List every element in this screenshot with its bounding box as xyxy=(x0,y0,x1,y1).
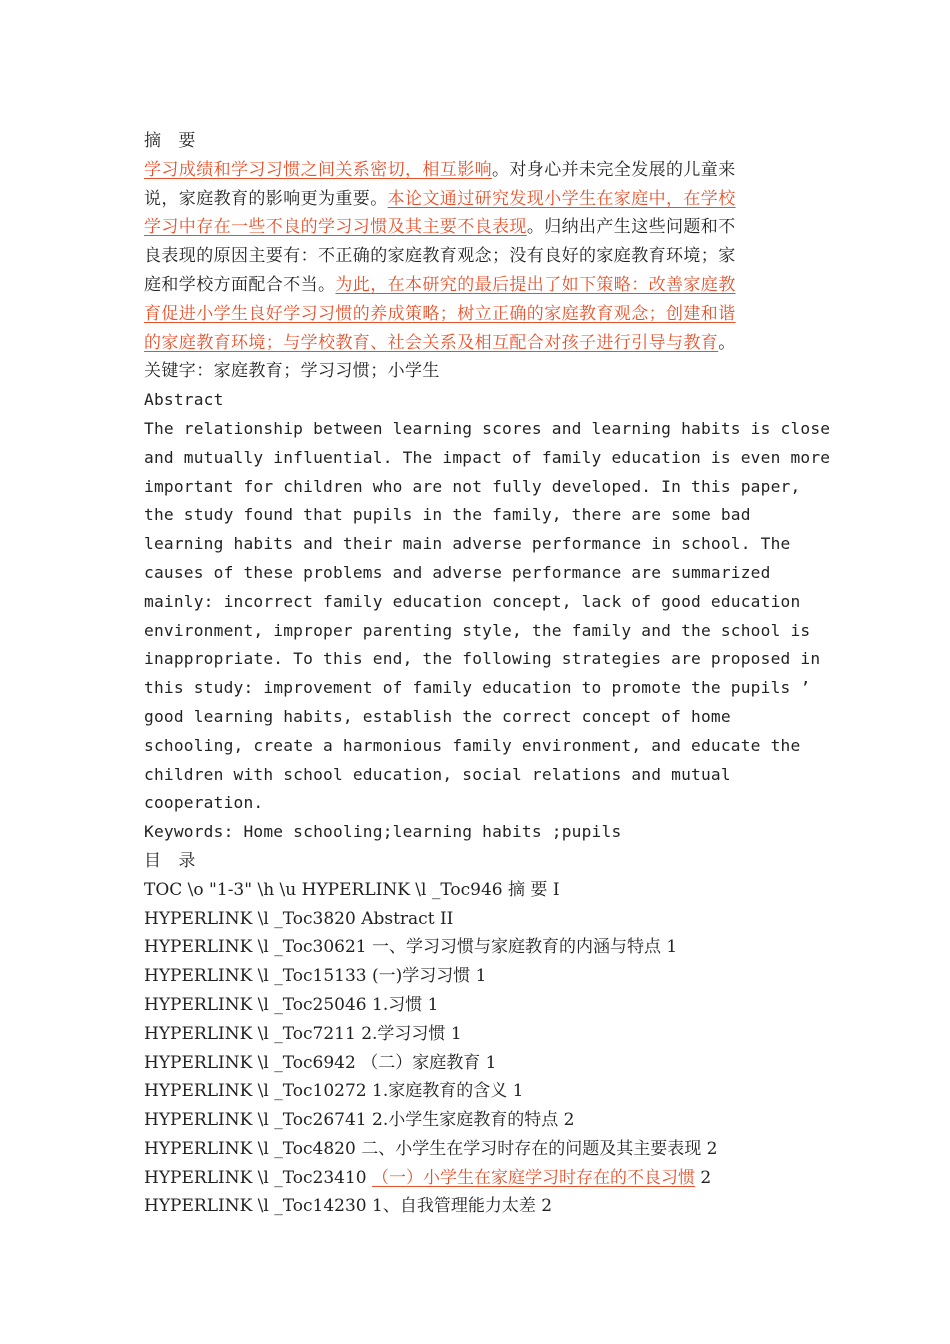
abstract-cn-keywords: 关键字：家庭教育；学习习惯；小学生 xyxy=(144,361,440,382)
abstract-en-heading: Abstract xyxy=(144,390,224,410)
abstract-cn-line xyxy=(144,271,814,300)
toc-field-code: HYPERLINK \l _Toc15133 xyxy=(144,966,373,987)
toc-entry[interactable] xyxy=(144,1192,814,1221)
abstract-en-line: mainly: incorrect family education concept, lack of good education xyxy=(144,591,801,611)
toc-entry[interactable] xyxy=(144,991,814,1020)
toc-field-code: TOC \o "1-3" \h \u HYPERLINK \l _Toc946 xyxy=(144,879,509,900)
toc-entry[interactable] xyxy=(144,1020,814,1049)
toc-entry-title[interactable]: 1.习惯 xyxy=(372,994,423,1015)
highlighted-text: 育促进小学生良好学习习惯的养成策略；树立正确的家庭教育观念；创建和谐 xyxy=(144,303,736,324)
text-segment: 庭和学校方面配合不当。 xyxy=(144,274,336,295)
toc-entry-title[interactable]: （二）家庭教育 xyxy=(361,1052,481,1073)
abstract-cn-body xyxy=(144,156,814,358)
toc-field-code: HYPERLINK \l _Toc4820 xyxy=(144,1138,362,1159)
toc-entry[interactable] xyxy=(144,876,814,905)
toc-field-code: HYPERLINK \l _Toc26741 xyxy=(144,1110,373,1131)
toc-page-number: I xyxy=(547,879,560,900)
toc-entry[interactable] xyxy=(144,1135,814,1164)
text-segment: 说，家庭教育的影响更为重要。 xyxy=(144,188,388,209)
text-segment: 良表现的原因主要有：不正确的家庭教育观念；没有良好的家庭教育环境；家 xyxy=(144,246,736,267)
toc-page-number: 1 xyxy=(507,1081,524,1102)
text-segment: 。对身心并未完全发展的儿童来 xyxy=(492,159,736,180)
toc-field-code: HYPERLINK \l _Toc3820 xyxy=(144,908,362,929)
toc-entry[interactable] xyxy=(144,962,814,991)
toc-page-number: 2 xyxy=(701,1138,718,1159)
abstract-en-line: learning habits and their main adverse performance in school. The xyxy=(144,534,791,554)
highlighted-text: 学习中存在一些不良的学习习惯及其主要不良表现 xyxy=(144,217,527,238)
abstract-en-line: schooling, create a harmonious family environment, and educate the xyxy=(144,735,801,755)
text-segment: 。 xyxy=(718,332,736,353)
toc-field-code: HYPERLINK \l _Toc7211 xyxy=(144,1023,362,1044)
abstract-en-keywords: Keywords: Home schooling;learning habits ;pupils xyxy=(144,822,622,842)
toc-entry[interactable] xyxy=(144,1049,814,1078)
highlighted-text: 为此，在本研究的最后提出了如下策略：改善家庭教 xyxy=(335,274,736,295)
abstract-en-line: children with school education, social relations and mutual xyxy=(144,764,731,784)
document-page xyxy=(144,127,831,1221)
toc-page-number: 2 xyxy=(695,1167,712,1188)
abstract-cn-line xyxy=(144,185,814,214)
toc-page-number: 1 xyxy=(470,966,487,987)
toc-entry-title[interactable]: Abstract xyxy=(361,908,435,929)
toc-page-number: 1 xyxy=(480,1052,497,1073)
highlighted-text: 本论文通过研究发现小学生在家庭中，在学校 xyxy=(387,188,736,209)
toc-page-number: 1 xyxy=(661,937,678,958)
abstract-en-line: important for children who are not fully developed. In this paper, xyxy=(144,476,801,496)
abstract-en-line: the study found that pupils in the family, there are some bad xyxy=(144,505,751,525)
toc-page-number: II xyxy=(434,908,454,929)
abstract-en-line: causes of these problems and adverse performance are summarized xyxy=(144,562,771,582)
toc-entry-title[interactable]: 一、学习习惯与家庭教育的内涵与特点 xyxy=(372,937,662,958)
toc-entry[interactable] xyxy=(144,905,814,934)
abstract-en-line: cooperation. xyxy=(144,793,264,813)
toc-field-code: HYPERLINK \l _Toc10272 xyxy=(144,1081,373,1102)
toc-list xyxy=(144,876,814,1222)
toc-field-code: HYPERLINK \l _Toc30621 xyxy=(144,937,373,958)
abstract-cn-heading: 摘 要 xyxy=(144,131,202,151)
toc-entry-title[interactable]: 二、小学生在学习时存在的问题及其主要表现 xyxy=(361,1138,702,1159)
highlighted-text: 的家庭教育环境；与学校教育、社会关系及相互配合对孩子进行引导与教育 xyxy=(144,332,719,353)
abstract-cn-line xyxy=(144,242,814,271)
toc-entry[interactable] xyxy=(144,933,814,962)
toc-page-number: 2 xyxy=(558,1110,575,1131)
toc-page-number: 2 xyxy=(535,1196,553,1217)
toc-field-code: HYPERLINK \l _Toc14230 xyxy=(144,1196,373,1217)
abstract-en-line: and mutually influential. The impact of family education is even more xyxy=(144,447,831,467)
toc-entry-title[interactable]: 2.学习习惯 xyxy=(361,1023,446,1044)
toc-page-number: 1 xyxy=(422,994,439,1015)
toc-entry-title[interactable]: (一)学习习惯 xyxy=(372,966,471,987)
toc-entry-title[interactable]: 1、自我管理能力太差 xyxy=(372,1196,536,1217)
abstract-cn-line xyxy=(144,213,814,242)
toc-heading: 目 录 xyxy=(144,850,202,871)
toc-page-number: 1 xyxy=(445,1023,462,1044)
toc-field-code: HYPERLINK \l _Toc25046 xyxy=(144,994,373,1015)
abstract-cn-line xyxy=(144,329,814,358)
abstract-en-body xyxy=(144,415,831,818)
text-segment: 。归纳出产生这些问题和不 xyxy=(526,217,736,238)
abstract-en-line: The relationship between learning scores and learning habits is close xyxy=(144,418,831,438)
abstract-en-line: this study: improvement of family education to promote the pupils ’ xyxy=(144,678,811,698)
abstract-en-line: good learning habits, establish the correct concept of home xyxy=(144,706,731,726)
toc-field-code: HYPERLINK \l _Toc6942 xyxy=(144,1052,362,1073)
toc-entry[interactable] xyxy=(144,1106,814,1135)
toc-entry-title[interactable]: 摘 要 xyxy=(508,879,548,900)
toc-entry[interactable] xyxy=(144,1164,814,1193)
toc-entry-title[interactable]: 2.小学生家庭教育的特点 xyxy=(372,1110,559,1131)
abstract-en-line: environment, improper parenting style, the family and the school is xyxy=(144,620,811,640)
abstract-cn-line xyxy=(144,300,814,329)
abstract-en-line: inappropriate. To this end, the following strategies are proposed in xyxy=(144,649,821,669)
abstract-cn-line xyxy=(144,156,814,185)
toc-entry-title[interactable]: （一）小学生在家庭学习时存在的不良习惯 xyxy=(372,1167,696,1188)
toc-entry-title[interactable]: 1.家庭教育的含义 xyxy=(372,1081,508,1102)
toc-field-code: HYPERLINK \l _Toc23410 xyxy=(144,1167,373,1188)
toc-entry[interactable] xyxy=(144,1077,814,1106)
highlighted-text: 学习成绩和学习习惯之间关系密切，相互影响 xyxy=(144,159,492,180)
